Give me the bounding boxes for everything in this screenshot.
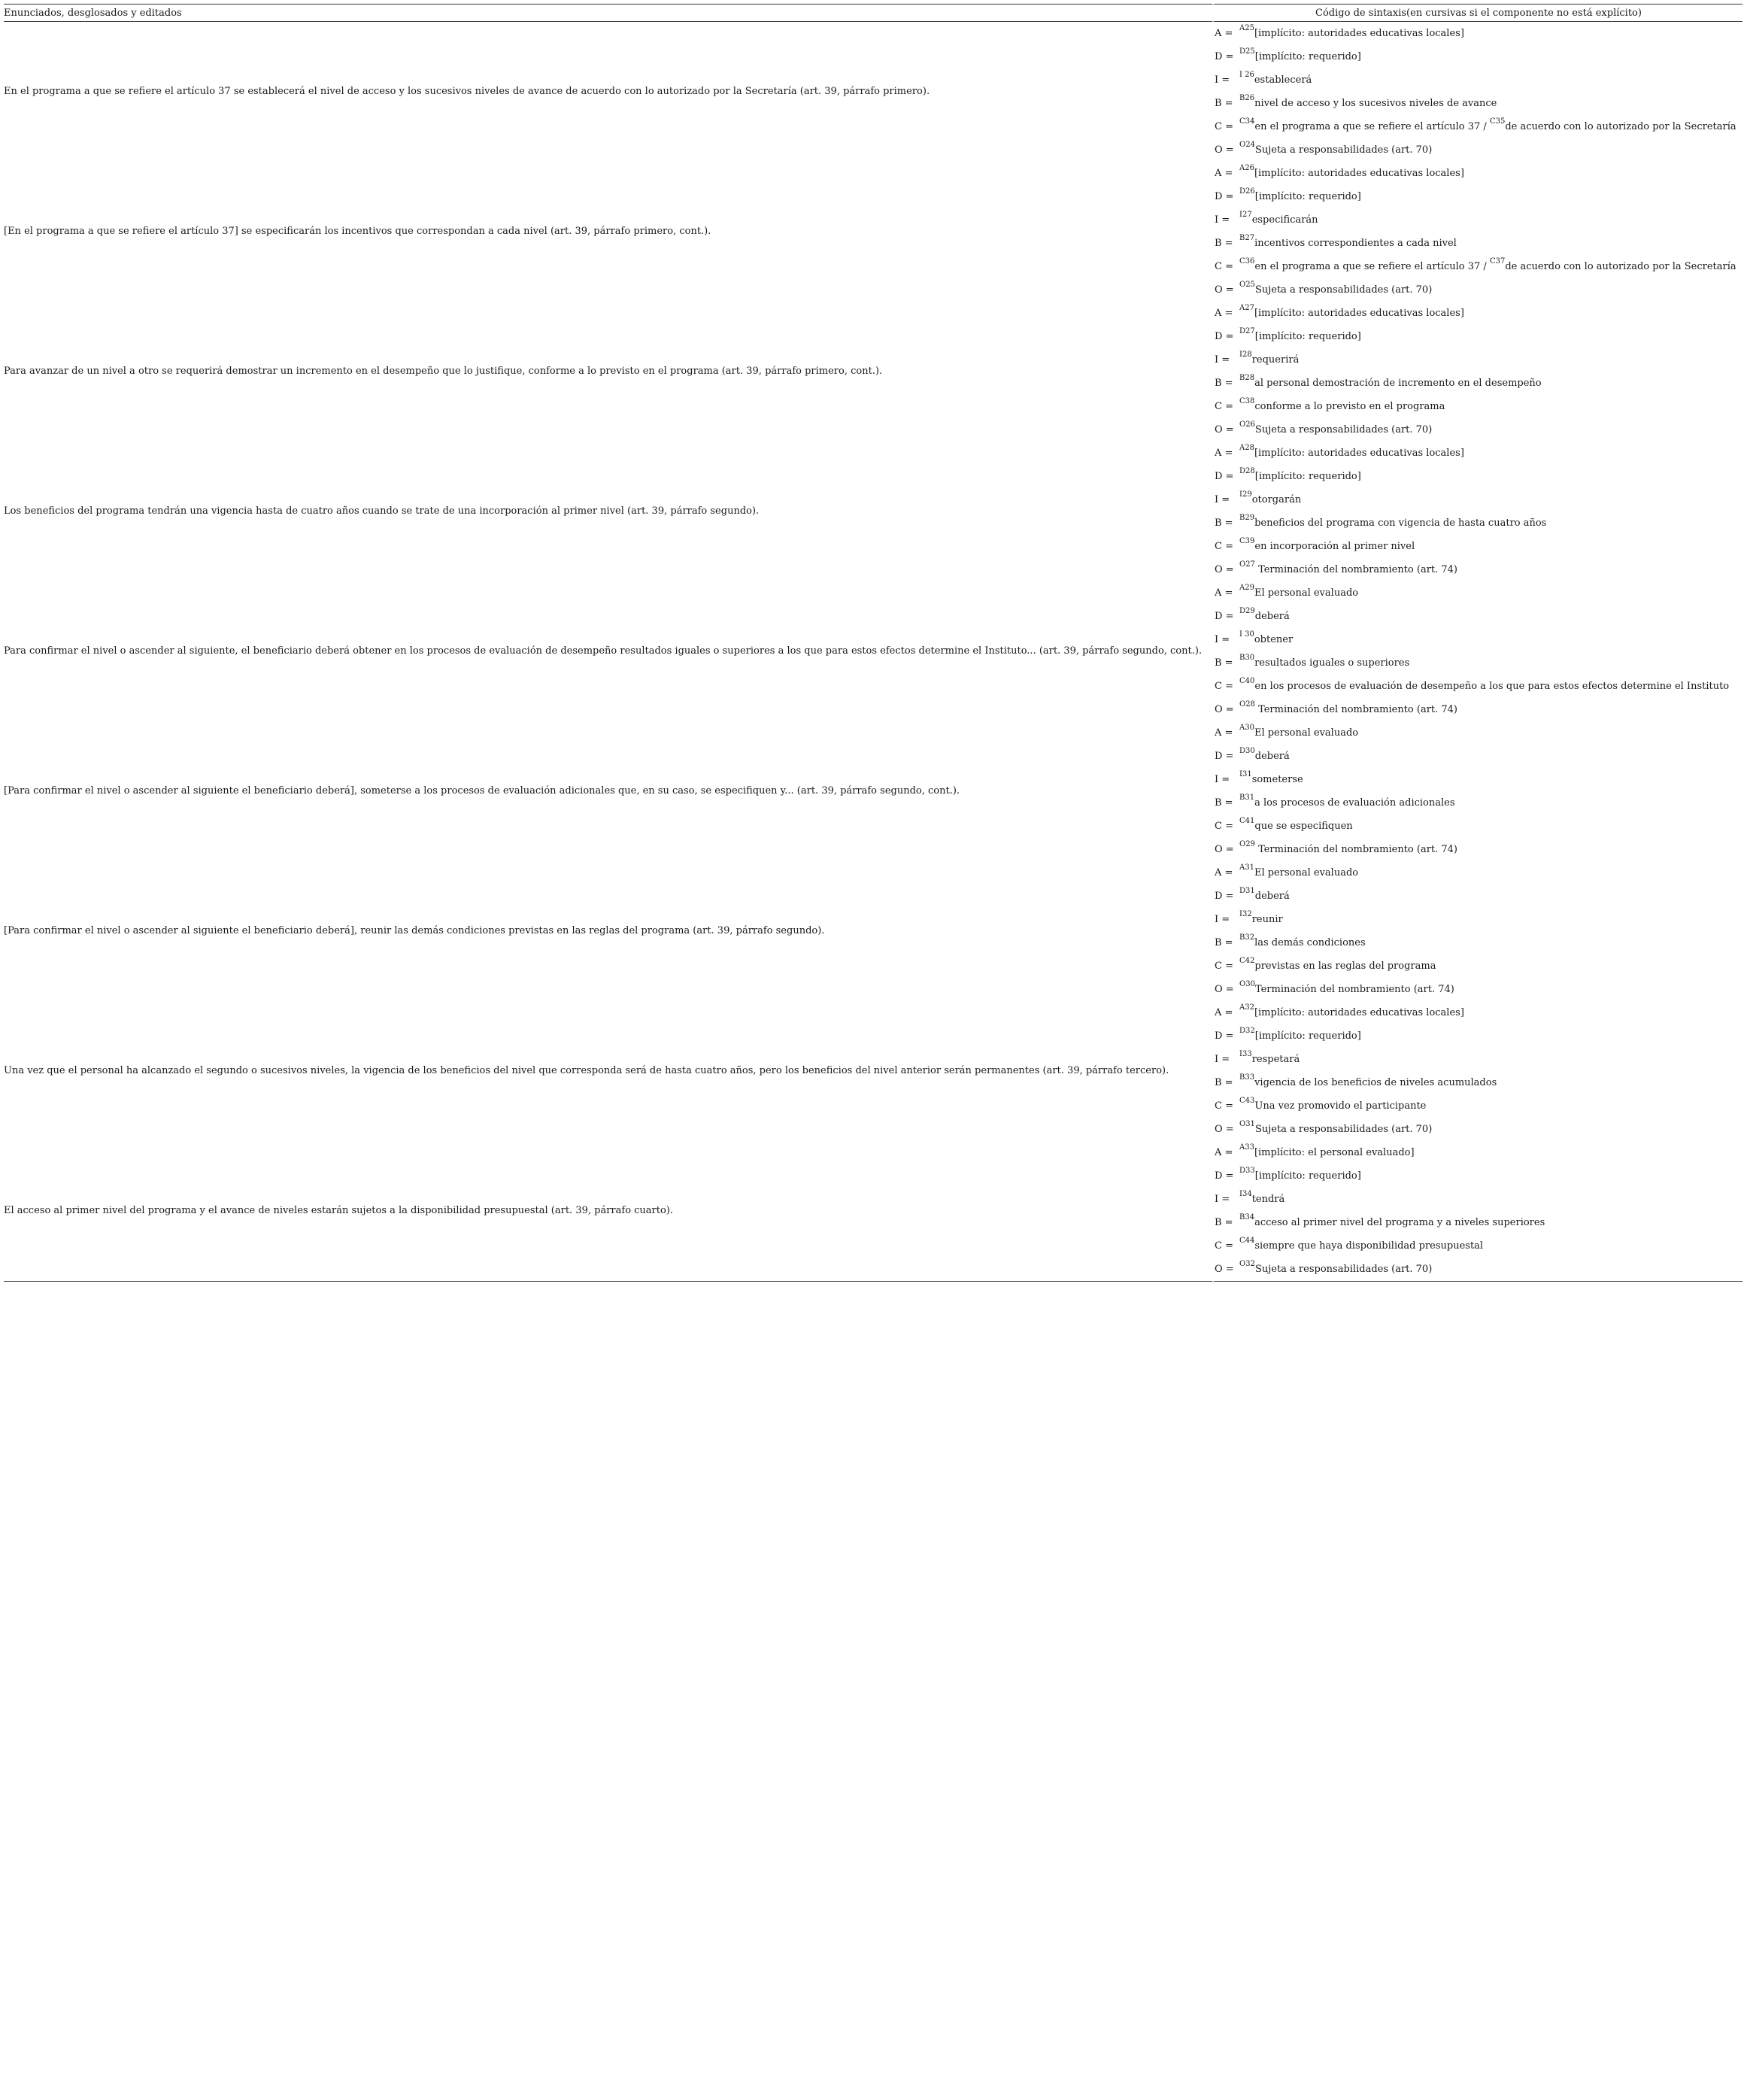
- syntax-code-line: [1215, 232, 1742, 255]
- component-text: [implícito: requerido]: [1254, 51, 1361, 62]
- syntax-code-line: [1215, 675, 1742, 698]
- component-index-superscript: C44: [1239, 1237, 1255, 1245]
- component-index-superscript: B28: [1239, 374, 1255, 382]
- table-row: [4, 162, 1742, 302]
- syntax-code-line: [1215, 698, 1742, 721]
- component-index-superscript: B31: [1239, 794, 1255, 802]
- syntax-code-cell: [1212, 1001, 1742, 1141]
- table-row: [4, 22, 1742, 162]
- component-index-superscript: C37: [1489, 257, 1506, 266]
- component-text: tendrá: [1251, 1194, 1285, 1205]
- component-letter: A =: [1215, 308, 1233, 319]
- component-index-superscript: C38: [1239, 397, 1255, 405]
- component-index-superscript: B32: [1239, 933, 1255, 942]
- component-text: El personal evaluado: [1254, 867, 1359, 879]
- component-index-superscript: A33: [1239, 1143, 1254, 1152]
- component-letter: B =: [1215, 657, 1233, 669]
- component-letter: D =: [1215, 1030, 1234, 1042]
- component-letter: O =: [1215, 144, 1234, 156]
- syntax-coding-table: [4, 4, 1742, 1282]
- syntax-code-line: [1215, 768, 1742, 791]
- component-text: previstas en las reglas del programa: [1254, 960, 1436, 972]
- table-row: [4, 442, 1742, 581]
- component-index-superscript: A30: [1239, 724, 1254, 732]
- component-index-superscript: I33: [1239, 1050, 1252, 1058]
- component-index-superscript: I28: [1239, 351, 1252, 359]
- component-text: en el programa a que se refiere el artículo 37 /: [1254, 121, 1490, 132]
- component-index-superscript: O25: [1239, 281, 1255, 289]
- component-index-superscript: D25: [1239, 47, 1255, 56]
- component-letter: B =: [1215, 517, 1233, 529]
- syntax-code-line: [1215, 208, 1742, 232]
- component-letter: C =: [1215, 821, 1233, 832]
- component-index-superscript: O29: [1239, 840, 1255, 848]
- component-text: deberá: [1254, 611, 1290, 622]
- syntax-code-line: [1215, 302, 1742, 325]
- statement-cell: Los beneficios del programa tendrán una vigencia hasta de cuatro años cuando se trate de una incorporación al primer nivel (art. 39, párrafo segundo).: [4, 505, 760, 517]
- syntax-code-line: [1215, 185, 1742, 208]
- syntax-code-cell: [1212, 442, 1742, 581]
- component-letter: D =: [1215, 471, 1234, 482]
- component-letter: C =: [1215, 541, 1233, 552]
- component-index-superscript: O26: [1239, 420, 1255, 429]
- component-index-superscript: A26: [1239, 164, 1254, 172]
- component-index-superscript: A25: [1239, 24, 1254, 32]
- syntax-code-line: [1215, 442, 1742, 465]
- syntax-code-line: [1215, 721, 1742, 745]
- component-letter: A =: [1215, 727, 1233, 739]
- syntax-code-line: [1215, 255, 1742, 278]
- syntax-code-line: [1215, 978, 1742, 1001]
- component-letter: A =: [1215, 168, 1233, 179]
- component-letter: C =: [1215, 1240, 1233, 1252]
- syntax-code-cell: [1212, 1141, 1742, 1282]
- component-letter: D =: [1215, 611, 1234, 622]
- component-letter: B =: [1215, 238, 1233, 249]
- component-letter: A =: [1215, 1147, 1233, 1158]
- statement-cell: [En el programa a que se refiere el artículo 37] se especificarán los incentivos que correspondan a cada nivel (art. 39, párrafo primero, cont.).: [4, 226, 711, 237]
- component-letter: O =: [1215, 284, 1234, 296]
- component-letter: B =: [1215, 797, 1233, 809]
- component-text: Sujeta a responsabilidades (art. 70): [1254, 1264, 1433, 1275]
- component-letter: D =: [1215, 1170, 1234, 1182]
- component-index-superscript: A31: [1239, 863, 1254, 872]
- component-letter: O =: [1215, 844, 1234, 855]
- component-letter: I =: [1215, 1054, 1230, 1065]
- component-text: que se especifiquen: [1254, 821, 1353, 832]
- component-letter: B =: [1215, 937, 1233, 948]
- component-index-superscript: C43: [1239, 1097, 1255, 1105]
- component-letter: D =: [1215, 751, 1234, 762]
- component-text: requerirá: [1251, 354, 1300, 366]
- syntax-code-cell: [1212, 721, 1742, 861]
- component-index-superscript: I32: [1239, 910, 1252, 918]
- syntax-code-line: [1215, 68, 1742, 92]
- syntax-code-line: [1215, 1211, 1742, 1234]
- component-index-superscript: D28: [1239, 467, 1255, 475]
- syntax-code-line: [1215, 511, 1742, 535]
- component-text: Terminación del nombramiento (art. 74): [1254, 704, 1458, 715]
- component-text: al personal demostración de incremento en el desempeño: [1254, 378, 1542, 389]
- component-letter: I =: [1215, 914, 1230, 925]
- syntax-code-line: [1215, 815, 1742, 838]
- component-index-superscript: C39: [1239, 537, 1255, 545]
- syntax-code-line: [1215, 22, 1742, 45]
- component-index-superscript: B34: [1239, 1213, 1255, 1221]
- component-letter: I =: [1215, 634, 1230, 645]
- component-index-superscript: I31: [1239, 770, 1252, 778]
- component-index-superscript: C41: [1239, 817, 1255, 825]
- component-index-superscript: B27: [1239, 234, 1255, 242]
- component-text: nivel de acceso y los sucesivos niveles de avance: [1254, 98, 1497, 109]
- syntax-code-line: [1215, 838, 1742, 861]
- component-text: en incorporación al primer nivel: [1254, 541, 1415, 552]
- statement-cell: Una vez que el personal ha alcanzado el segundo o sucesivos niveles, la vigencia de los beneficios del nivel que corresponda será de hasta cuatro años, pero los beneficios del nivel anterior serán permanentes (art. 39, párrafo tercero).: [4, 1065, 1169, 1076]
- component-text: [implícito: autoridades educativas locales]: [1254, 168, 1464, 179]
- syntax-code-cell: [1212, 162, 1742, 302]
- syntax-code-line: [1215, 954, 1742, 978]
- component-text: [implícito: requerido]: [1254, 1030, 1361, 1042]
- component-letter: I =: [1215, 774, 1230, 785]
- component-text: establecerá: [1254, 74, 1312, 86]
- component-text: otorgarán: [1251, 494, 1302, 505]
- component-index-superscript: O28: [1239, 700, 1255, 709]
- table-body: [4, 22, 1742, 1282]
- component-letter: D =: [1215, 891, 1234, 902]
- component-text: [implícito: requerido]: [1254, 471, 1361, 482]
- syntax-code-line: [1215, 1164, 1742, 1188]
- syntax-code-line: [1215, 745, 1742, 768]
- syntax-code-line: [1215, 395, 1742, 418]
- component-text: Terminación del nombramiento (art. 74): [1254, 984, 1454, 995]
- column-header-syntax-code: Código de sintaxis(en cursivas si el componente no está explícito): [1212, 4, 1742, 22]
- syntax-code-line: [1215, 1024, 1742, 1048]
- component-letter: O =: [1215, 704, 1234, 715]
- component-letter: O =: [1215, 564, 1234, 575]
- component-letter: I =: [1215, 74, 1230, 86]
- component-index-superscript: O24: [1239, 141, 1255, 149]
- component-text: obtener: [1254, 634, 1294, 645]
- component-index-superscript: D26: [1239, 187, 1255, 196]
- component-index-superscript: C42: [1239, 957, 1255, 965]
- component-text: de acuerdo con lo autorizado por la Secretaría: [1505, 261, 1736, 272]
- syntax-code-cell: [1212, 861, 1742, 1001]
- syntax-code-line: [1215, 791, 1742, 815]
- component-index-superscript: D32: [1239, 1027, 1255, 1035]
- syntax-code-line: [1215, 1141, 1742, 1164]
- component-text: resultados iguales o superiores: [1254, 657, 1410, 669]
- syntax-code-cell: [1212, 22, 1742, 162]
- syntax-code-line: [1215, 1094, 1742, 1118]
- syntax-code-line: [1215, 418, 1742, 442]
- syntax-code-line: [1215, 628, 1742, 651]
- component-index-superscript: A27: [1239, 304, 1254, 312]
- component-index-superscript: O31: [1239, 1120, 1255, 1128]
- component-index-superscript: D27: [1239, 327, 1255, 335]
- component-index-superscript: O30: [1239, 980, 1255, 988]
- syntax-code-line: [1215, 931, 1742, 954]
- syntax-code-line: [1215, 465, 1742, 488]
- statement-cell: El acceso al primer nivel del programa y el avance de niveles estarán sujetos a la disponibilidad presupuestal (art. 39, párrafo cuarto).: [4, 1141, 1212, 1282]
- syntax-code-line: [1215, 1001, 1742, 1024]
- syntax-code-line: [1215, 605, 1742, 628]
- component-letter: A =: [1215, 28, 1233, 39]
- syntax-code-line: [1215, 348, 1742, 372]
- component-text: [implícito: autoridades educativas locales]: [1254, 28, 1464, 39]
- component-index-superscript: B30: [1239, 654, 1255, 662]
- component-letter: I =: [1215, 214, 1230, 226]
- component-letter: C =: [1215, 681, 1233, 692]
- component-text: beneficios del programa con vigencia de hasta cuatro años: [1254, 517, 1547, 529]
- component-text: Sujeta a responsabilidades (art. 70): [1254, 284, 1433, 296]
- component-text: Sujeta a responsabilidades (art. 70): [1254, 424, 1433, 435]
- component-index-superscript: A32: [1239, 1003, 1254, 1012]
- component-text: [implícito: autoridades educativas locales]: [1254, 308, 1464, 319]
- component-text: reunir: [1251, 914, 1283, 925]
- syntax-code-line: [1215, 115, 1742, 138]
- component-index-superscript: D29: [1239, 607, 1255, 615]
- component-letter: C =: [1215, 960, 1233, 972]
- component-index-superscript: D30: [1239, 747, 1255, 755]
- component-index-superscript: D33: [1239, 1167, 1255, 1175]
- syntax-code-line: [1215, 861, 1742, 885]
- column-header-statements: Enunciados, desglosados y editados: [4, 4, 1212, 22]
- component-text: [implícito: autoridades educativas locales]: [1254, 448, 1464, 459]
- component-index-superscript: I34: [1239, 1190, 1252, 1198]
- component-index-superscript: C34: [1239, 117, 1255, 126]
- component-text: a los procesos de evaluación adicionales: [1254, 797, 1455, 809]
- component-index-superscript: I29: [1239, 490, 1252, 499]
- syntax-code-line: [1215, 581, 1742, 605]
- syntax-code-line: [1215, 162, 1742, 185]
- component-letter: I =: [1215, 494, 1230, 505]
- component-letter: D =: [1215, 191, 1234, 202]
- component-text: acceso al primer nivel del programa y a niveles superiores: [1254, 1217, 1545, 1228]
- component-text: [implícito: requerido]: [1254, 1170, 1361, 1182]
- syntax-code-line: [1215, 1048, 1742, 1071]
- component-letter: O =: [1215, 424, 1234, 435]
- syntax-code-line: [1215, 1258, 1742, 1281]
- syntax-code-line: [1215, 651, 1742, 675]
- syntax-code-cell: [1212, 302, 1742, 442]
- component-text: de acuerdo con lo autorizado por la Secretaría: [1505, 121, 1736, 132]
- syntax-code-line: [1215, 372, 1742, 395]
- component-text: [implícito: el personal evaluado]: [1254, 1147, 1415, 1158]
- statement-cell: En el programa a que se refiere el artículo 37 se establecerá el nivel de acceso y los sucesivos niveles de avance de acuerdo con lo autorizado por la Secretaría (art. 39, párrafo primero).: [4, 86, 930, 97]
- statement-cell: Para confirmar el nivel o ascender al siguiente, el beneficiario deberá obtener en los procesos de evaluación de desempeño resultados iguales o superiores a los que para estos efectos determine el Instituto... (art. 39, párrafo segundo, cont.).: [4, 645, 1203, 657]
- component-text: especificarán: [1251, 214, 1318, 226]
- component-letter: D =: [1215, 51, 1234, 62]
- component-letter: O =: [1215, 1264, 1234, 1275]
- component-text: respetará: [1251, 1054, 1300, 1065]
- syntax-code-line: [1215, 885, 1742, 908]
- syntax-code-line: [1215, 45, 1742, 68]
- component-text: en los procesos de evaluación de desempeño a los que para estos efectos determine el Instituto: [1254, 681, 1730, 692]
- component-text: someterse: [1251, 774, 1303, 785]
- component-letter: O =: [1215, 1124, 1234, 1135]
- syntax-code-line: [1215, 908, 1742, 931]
- component-text: Una vez promovido el participante: [1254, 1100, 1427, 1112]
- component-text: vigencia de los beneficios de niveles acumulados: [1254, 1077, 1497, 1088]
- component-index-superscript: O32: [1239, 1260, 1255, 1268]
- component-text: Terminación del nombramiento (art. 74): [1254, 564, 1458, 575]
- component-letter: O =: [1215, 984, 1234, 995]
- component-index-superscript: C36: [1239, 257, 1255, 266]
- component-text: Sujeta a responsabilidades (art. 70): [1254, 1124, 1433, 1135]
- component-letter: A =: [1215, 448, 1233, 459]
- table-row: [4, 1141, 1742, 1282]
- component-text: incentivos correspondientes a cada nivel: [1254, 238, 1457, 249]
- syntax-code-line: [1215, 92, 1742, 115]
- syntax-code-line: [1215, 278, 1742, 302]
- syntax-code-cell: [1212, 581, 1742, 721]
- component-letter: B =: [1215, 98, 1233, 109]
- component-letter: D =: [1215, 331, 1234, 342]
- syntax-code-line: [1215, 535, 1742, 558]
- component-letter: C =: [1215, 121, 1233, 132]
- component-text: deberá: [1254, 751, 1290, 762]
- component-text: [implícito: requerido]: [1254, 191, 1361, 202]
- table-row: [4, 581, 1742, 721]
- table-row: [4, 302, 1742, 442]
- component-letter: C =: [1215, 401, 1233, 412]
- component-index-superscript: C40: [1239, 677, 1255, 685]
- component-letter: I =: [1215, 1194, 1230, 1205]
- component-letter: B =: [1215, 1217, 1233, 1228]
- statement-cell: Para avanzar de un nivel a otro se requerirá demostrar un incremento en el desempeño que lo justifique, conforme a lo previsto en el programa (art. 39, párrafo primero, cont.).: [4, 366, 883, 377]
- component-text: El personal evaluado: [1254, 587, 1359, 599]
- component-letter: B =: [1215, 378, 1233, 389]
- syntax-code-line: [1215, 558, 1742, 581]
- component-index-superscript: D31: [1239, 887, 1255, 895]
- component-text: [implícito: autoridades educativas locales]: [1254, 1007, 1464, 1018]
- syntax-code-line: [1215, 1188, 1742, 1211]
- component-index-superscript: B29: [1239, 514, 1255, 522]
- component-text: Terminación del nombramiento (art. 74): [1254, 844, 1458, 855]
- component-text: deberá: [1254, 891, 1290, 902]
- component-letter: A =: [1215, 867, 1233, 879]
- table-row: [4, 861, 1742, 1001]
- syntax-code-line: [1215, 1071, 1742, 1094]
- syntax-code-line: [1215, 488, 1742, 511]
- component-index-superscript: I27: [1239, 211, 1252, 219]
- component-index-superscript: B26: [1239, 94, 1255, 102]
- component-text: conforme a lo previsto en el programa: [1254, 401, 1445, 412]
- syntax-code-line: [1215, 1118, 1742, 1141]
- syntax-code-line: [1215, 325, 1742, 348]
- component-index-superscript: C35: [1489, 117, 1506, 126]
- component-text: siempre que haya disponibilidad presupuestal: [1254, 1240, 1484, 1252]
- component-text: El personal evaluado: [1254, 727, 1359, 739]
- statement-cell: [Para confirmar el nivel o ascender al siguiente el beneficiario deberá], reunir las demás condiciones previstas en las reglas del programa (art. 39, párrafo segundo).: [4, 925, 825, 936]
- component-index-superscript: O27: [1239, 560, 1255, 569]
- component-index-superscript: B33: [1239, 1073, 1255, 1082]
- component-index-superscript: A29: [1239, 584, 1254, 592]
- syntax-code-line: [1215, 138, 1742, 162]
- component-letter: C =: [1215, 1100, 1233, 1112]
- statement-cell: [Para confirmar el nivel o ascender al siguiente el beneficiario deberá], someterse a los procesos de evaluación adicionales que, en su caso, se especifiquen y... (art. 39, párrafo segundo, cont.).: [4, 785, 960, 797]
- component-text: Sujeta a responsabilidades (art. 70): [1254, 144, 1433, 156]
- component-index-superscript: I 30: [1239, 630, 1254, 639]
- component-letter: I =: [1215, 354, 1230, 366]
- component-letter: A =: [1215, 587, 1233, 599]
- table-row: [4, 721, 1742, 861]
- table-row: [4, 1001, 1742, 1141]
- syntax-code-line: [1215, 1234, 1742, 1258]
- component-index-superscript: I 26: [1239, 71, 1254, 79]
- component-index-superscript: A28: [1239, 444, 1254, 452]
- component-text: en el programa a que se refiere el artículo 37 /: [1254, 261, 1490, 272]
- component-letter: B =: [1215, 1077, 1233, 1088]
- table-header-row: [4, 4, 1742, 22]
- component-text: [implícito: requerido]: [1254, 331, 1361, 342]
- component-text: las demás condiciones: [1254, 937, 1366, 948]
- component-letter: C =: [1215, 261, 1233, 272]
- component-letter: A =: [1215, 1007, 1233, 1018]
